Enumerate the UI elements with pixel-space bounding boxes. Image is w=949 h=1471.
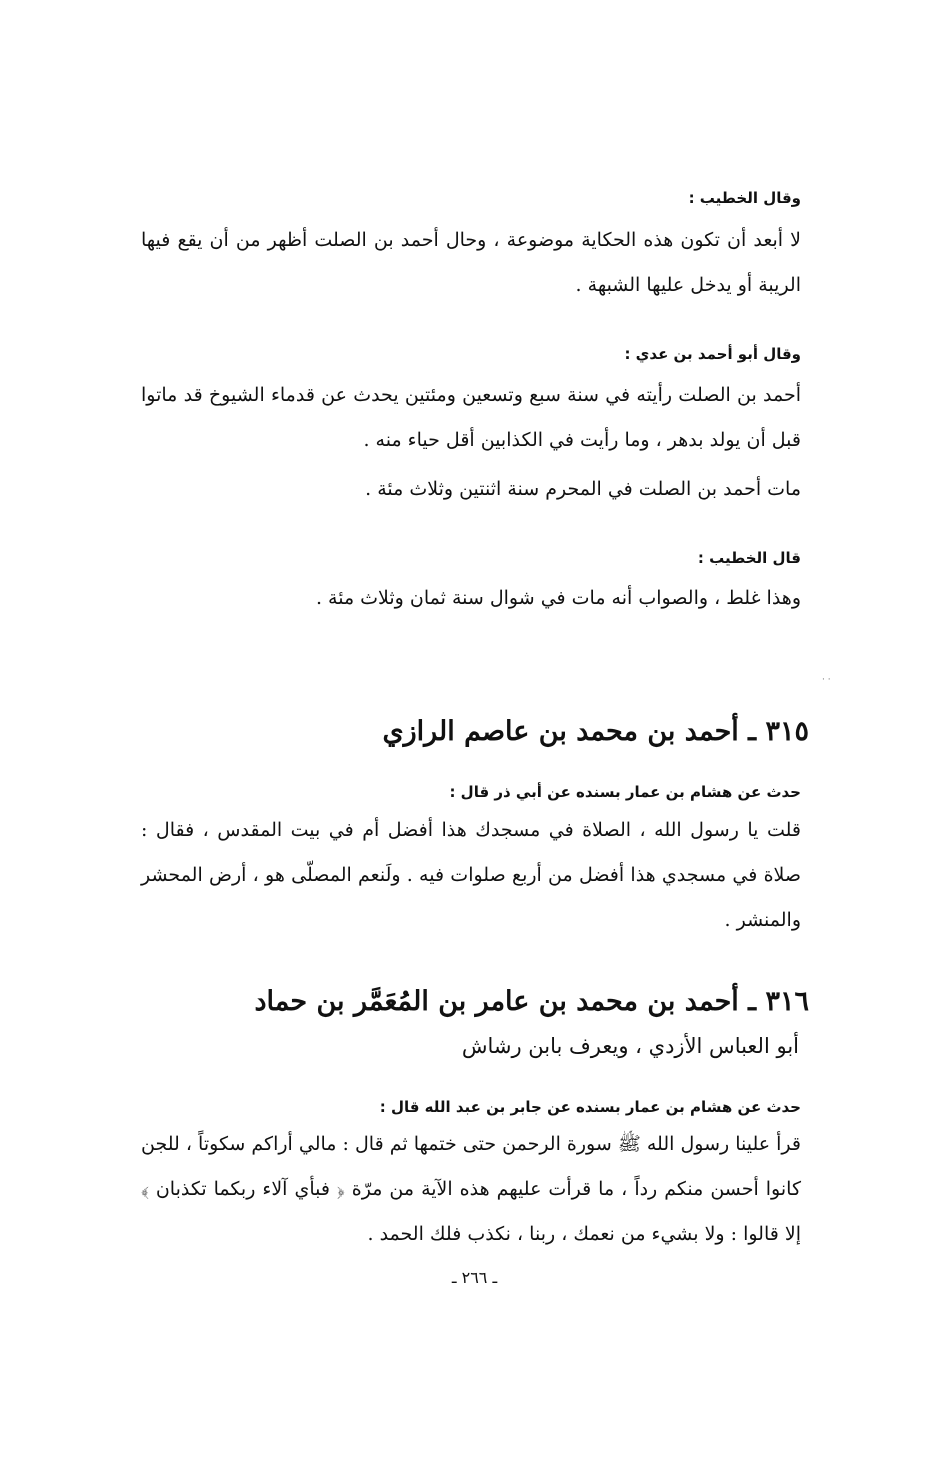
section-label: وقال الخطيب : xyxy=(688,189,801,207)
paragraph: وهذا غلط ، والصواب أنه مات في شوال سنة ثمان وثلاث مئة . xyxy=(315,587,801,609)
paragraph: مات أحمد بن الصلت في المحرم سنة اثنتين وثلاث مئة . xyxy=(365,478,801,500)
section-label: قال الخطيب : xyxy=(697,549,801,567)
scan-speck: · · xyxy=(822,675,831,685)
page-number: ـ ٢٦٦ ـ xyxy=(451,1268,498,1287)
paragraph: أحمد بن الصلت رأيته في سنة سبع وتسعين ومئتين يحدث عن قدماء الشيوخ قد ماتوا قبل أن يولد بدهر ، وما رأيت في الكذابين أقل حياء منه . xyxy=(141,384,801,451)
isnad-label: حدث عن هشام بن عمار بسنده عن جابر بن عبد الله قال : xyxy=(379,1098,801,1116)
paragraph: لا أبعد أن تكون هذه الحكاية موضوعة ، وحال أحمد بن الصلت أظهر من أن يقع فيها الريبة أو يدخل عليها الشبهة . xyxy=(141,229,801,296)
section-label: وقال أبو أحمد بن عدي : xyxy=(624,345,801,363)
isnad-label: حدث عن هشام بن عمار بسنده عن أبي ذر قال : xyxy=(449,783,801,801)
entry-subtitle: أبو العباس الأزدي ، ويعرف بابن رشاش xyxy=(461,1034,799,1058)
entry-title: ٣١٥ ـ أحمد بن محمد بن عاصم الرازي xyxy=(382,716,809,747)
hadith-text: قرأ علينا رسول الله ﷺ سورة الرحمن حتى ختمها ثم قال : مالي أراكم سكوتاً ، للجن كانوا أحسن منكم رداً ، ما قرأت عليهم هذه الآية من مرّة ﴿ فبأي آلاء ربكما تكذبان ﴾ إلا قالوا : ولا بشيء من نعمك ، ربنا ، نكذب فلك الحمد . xyxy=(141,1133,801,1245)
entry-title: ٣١٦ ـ أحمد بن محمد بن عامر بن المُعَمَّر بن حماد xyxy=(254,986,809,1017)
hadith-text: قلت يا رسول الله ، الصلاة في مسجدك هذا أفضل أم في بيت المقدس ، فقال : صلاة في مسجدي هذا أفضل من أربع صلوات فيه . ولَنعم المصلّى هو ، أرض المحشر والمنشر . xyxy=(141,819,801,931)
